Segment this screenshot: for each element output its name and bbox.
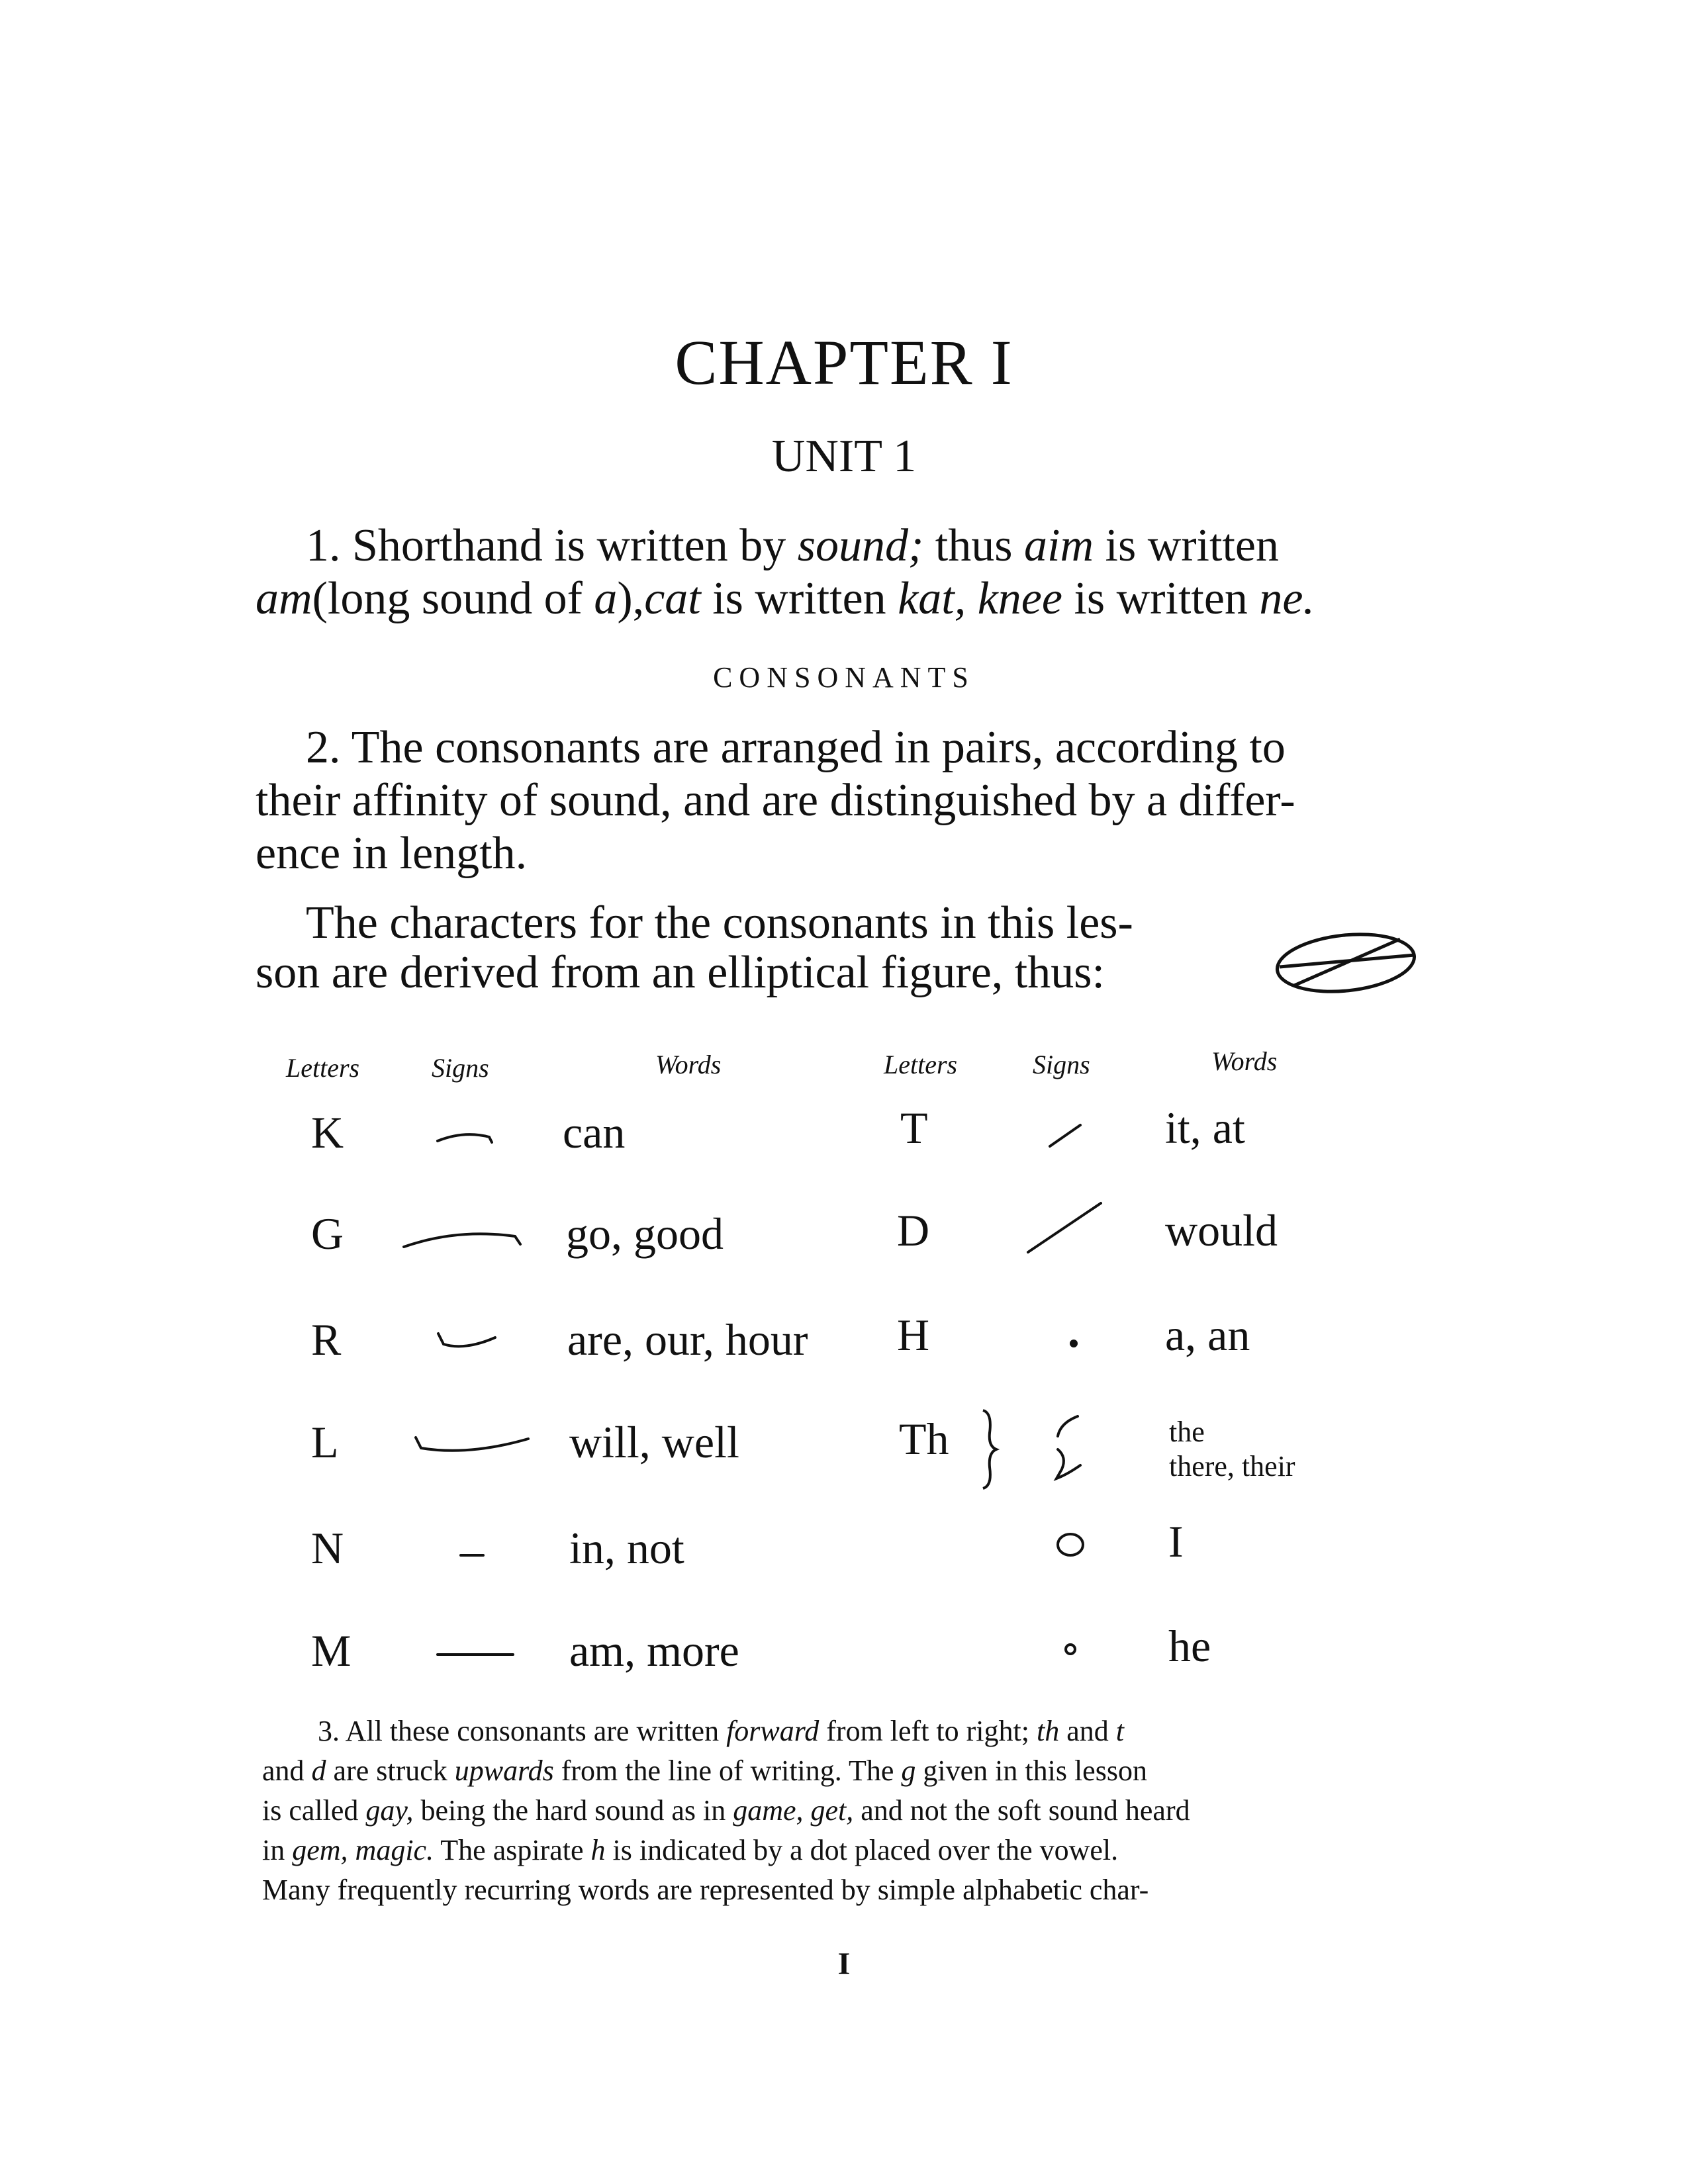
letter-k: K bbox=[311, 1107, 344, 1158]
sign-i-circle-icon bbox=[1054, 1530, 1087, 1559]
unit-title: UNIT 1 bbox=[771, 431, 917, 482]
para2-line2: their affinity of sound, and are distinguished by a differ- bbox=[256, 775, 1295, 826]
header-letters-left: Letters bbox=[286, 1053, 360, 1083]
ellipse-figure-icon bbox=[1268, 923, 1427, 1003]
words-r: are, our, hour bbox=[567, 1314, 808, 1365]
words-i: I bbox=[1168, 1516, 1184, 1567]
letter-m: M bbox=[311, 1625, 352, 1676]
sign-k-icon bbox=[434, 1125, 500, 1152]
sign-d-icon bbox=[1023, 1198, 1109, 1257]
words-m: am, more bbox=[569, 1625, 739, 1676]
sign-n-icon bbox=[457, 1549, 490, 1562]
para1-line2: am(long sound of a),cat is written kat, knee is written ne. bbox=[256, 573, 1315, 624]
sign-m-icon bbox=[434, 1648, 520, 1661]
sign-h-dot-icon bbox=[1067, 1337, 1080, 1350]
words-h: a, an bbox=[1165, 1310, 1250, 1360]
sign-t-icon bbox=[1046, 1118, 1086, 1152]
sign-l-icon bbox=[409, 1430, 535, 1463]
letter-t: T bbox=[900, 1103, 928, 1153]
letter-d: D bbox=[897, 1205, 930, 1255]
letter-h: H bbox=[897, 1310, 930, 1360]
sign-r-icon bbox=[432, 1327, 504, 1360]
header-signs-right: Signs bbox=[1033, 1050, 1090, 1079]
words-k: can bbox=[563, 1107, 626, 1158]
letter-th: Th bbox=[899, 1414, 949, 1464]
header-letters-right: Letters bbox=[884, 1050, 958, 1079]
brace-icon bbox=[976, 1406, 1003, 1492]
words-d: would bbox=[1165, 1205, 1278, 1255]
para4-line5: Many frequently recurring words are represented by simple alphabetic char- bbox=[262, 1874, 1149, 1906]
para2-line1: 2. The consonants are arranged in pairs, according to bbox=[306, 722, 1286, 773]
header-words-left: Words bbox=[655, 1050, 722, 1079]
page-number: I bbox=[837, 1946, 851, 1981]
words-he: he bbox=[1168, 1621, 1211, 1671]
para3-line2: son are derived from an elliptical figure, thus: bbox=[256, 947, 1105, 998]
section-heading: CONSONANTS bbox=[713, 661, 975, 694]
letter-g: G bbox=[311, 1208, 344, 1259]
para3-line1: The characters for the consonants in this les- bbox=[306, 897, 1133, 948]
words-g: go, good bbox=[566, 1208, 724, 1259]
sign-he-circle-icon bbox=[1062, 1641, 1078, 1657]
words-n: in, not bbox=[569, 1523, 684, 1573]
letter-l: L bbox=[311, 1417, 339, 1467]
words-l: will, well bbox=[569, 1417, 739, 1467]
para2-line3: ence in length. bbox=[256, 828, 528, 879]
words-t: it, at bbox=[1165, 1103, 1245, 1153]
sign-th-icon bbox=[1047, 1410, 1087, 1489]
para4-line1: 3. All these consonants are written forward from left to right; th and t bbox=[318, 1715, 1124, 1747]
words-th-line1: the bbox=[1169, 1416, 1205, 1448]
header-words-right: Words bbox=[1211, 1046, 1278, 1076]
para1-number: 1. bbox=[306, 520, 341, 571]
letter-n: N bbox=[311, 1523, 344, 1573]
chapter-title: CHAPTER I bbox=[675, 327, 1013, 398]
letter-r: R bbox=[311, 1314, 342, 1365]
words-th-line2: there, their bbox=[1169, 1450, 1295, 1482]
para4-line3: is called gay, being the hard sound as in game, get, and not the soft sound heard bbox=[262, 1794, 1190, 1827]
sign-g-icon bbox=[397, 1224, 530, 1257]
para4-line4: in gem, magic. The aspirate h is indicated by a dot placed over the vowel. bbox=[262, 1834, 1119, 1866]
header-signs-left: Signs bbox=[432, 1053, 489, 1083]
para4-line2: and d are struck upwards from the line of writing. The g given in this lesson bbox=[262, 1754, 1147, 1787]
para1-line1: 1. Shorthand is written by sound; thus aim is written bbox=[306, 520, 1279, 571]
